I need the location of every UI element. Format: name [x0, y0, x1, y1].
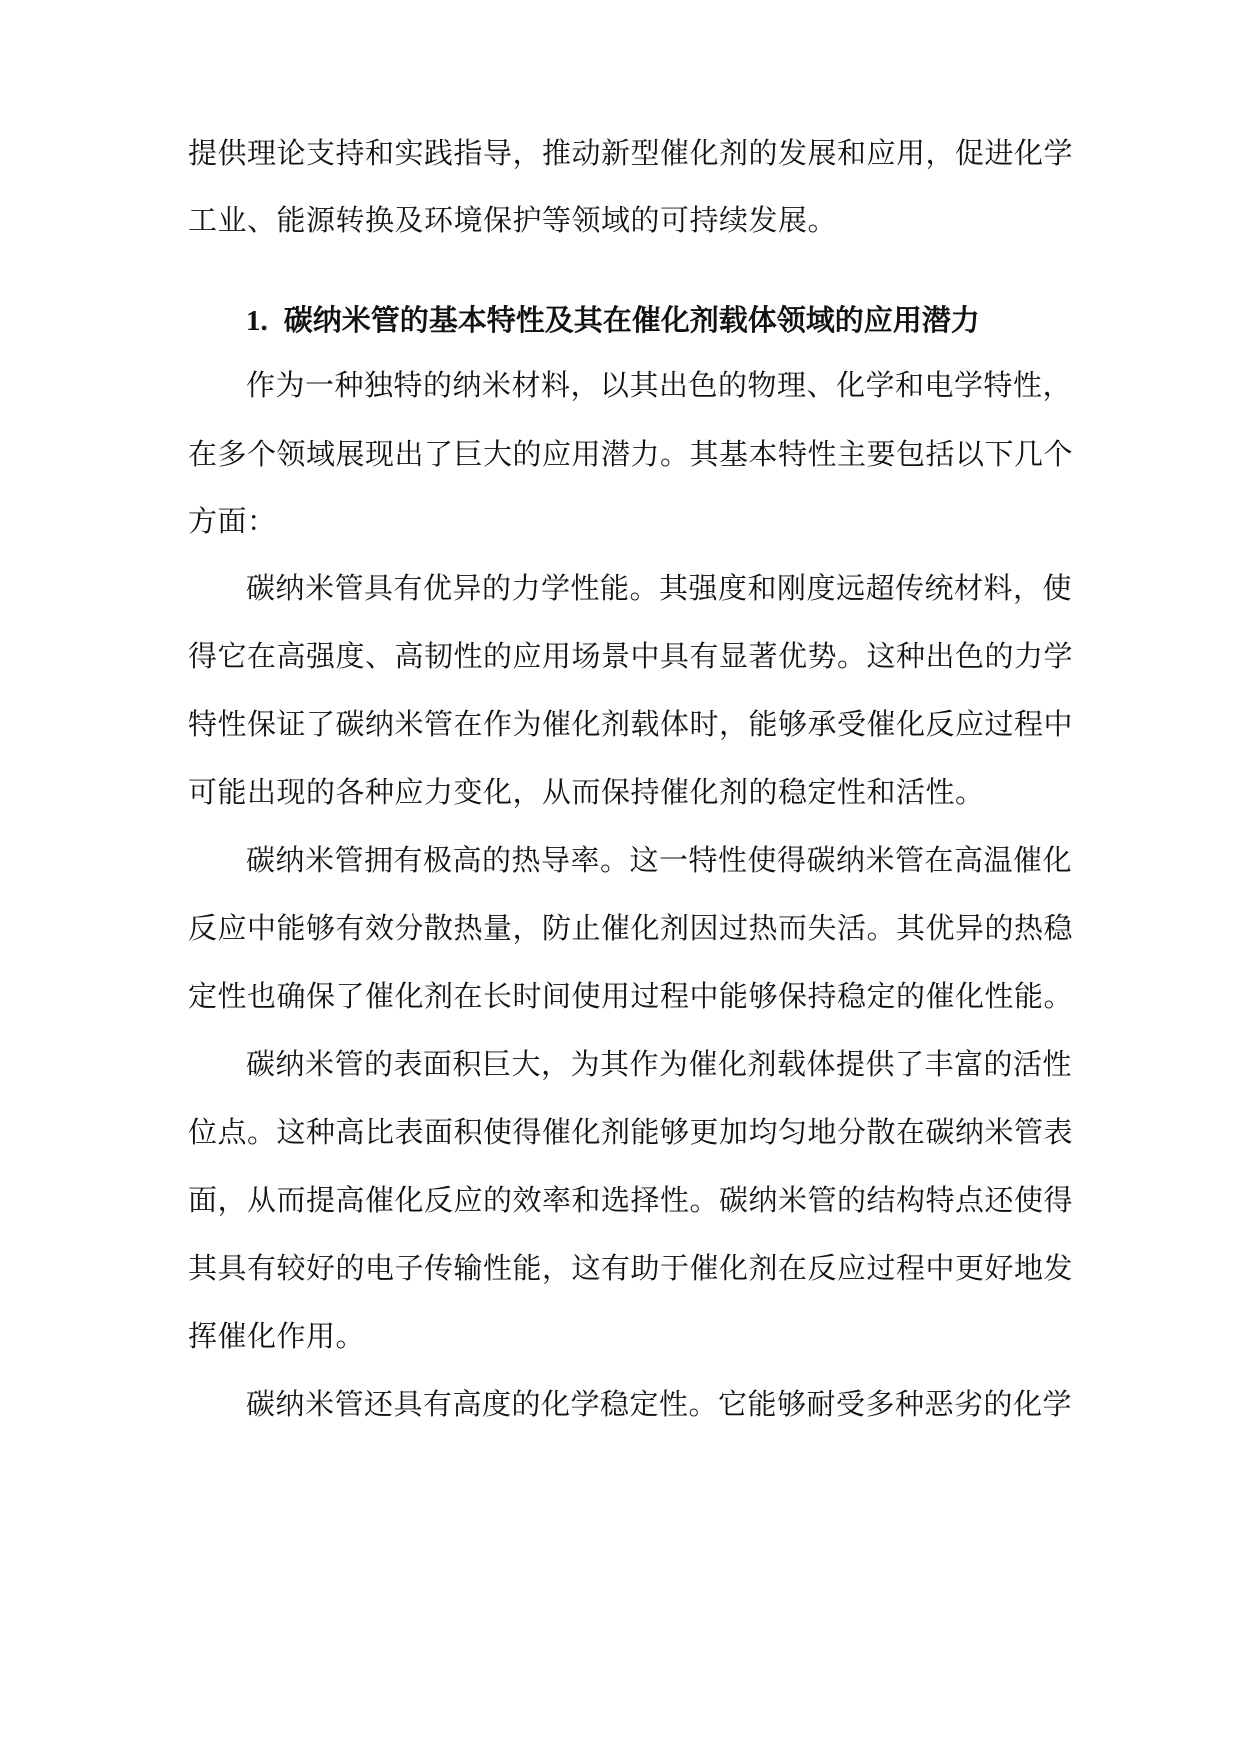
p3-line-1: 碳纳米管拥有极高的热导率。这一特性使得碳纳米管在高温催化 — [246, 843, 1073, 877]
section-number: 1. — [246, 305, 268, 337]
p4-line-4: 其具有较好的电子传输性能，这有助于催化剂在反应过程中更好地发 — [188, 1251, 1074, 1285]
p4-line-1: 碳纳米管的表面积巨大，为其作为催化剂载体提供了丰富的活性 — [246, 1047, 1073, 1081]
p2-line-3: 特性保证了碳纳米管在作为催化剂载体时，能够承受催化反应过程中 — [188, 707, 1074, 741]
p4-line-3: 面，从而提高催化反应的效率和选择性。碳纳米管的结构特点还使得 — [188, 1183, 1074, 1217]
section-heading — [246, 301, 980, 340]
p3-line-3: 定性也确保了催化剂在长时间使用过程中能够保持稳定的催化性能。 — [188, 979, 1074, 1013]
intro-line-1: 提供理论支持和实践指导，推动新型催化剂的发展和应用，促进化学 — [188, 136, 1074, 170]
section-title: 碳纳米管的基本特性及其在催化剂载体领域的应用潜力 — [283, 303, 980, 337]
p2-line-4: 可能出现的各种应力变化，从而保持催化剂的稳定性和活性。 — [188, 775, 985, 809]
p3-line-2: 反应中能够有效分散热量，防止催化剂因过热而失活。其优异的热稳 — [188, 911, 1074, 945]
p1-line-2: 在多个领域展现出了巨大的应用潜力。其基本特性主要包括以下几个 — [188, 437, 1074, 471]
p2-line-2: 得它在高强度、高韧性的应用场景中具有显著优势。这种出色的力学 — [188, 639, 1074, 673]
p1-line-1: 作为一种独特的纳米材料，以其出色的物理、化学和电学特性， — [246, 368, 1073, 402]
intro-line-2: 工业、能源转换及环境保护等领域的可持续发展。 — [188, 203, 838, 237]
p5-line-1: 碳纳米管还具有高度的化学稳定性。它能够耐受多种恶劣的化学 — [246, 1387, 1073, 1421]
p4-line-5: 挥催化作用。 — [188, 1319, 366, 1353]
p4-line-2: 位点。这种高比表面积使得催化剂能够更加均匀地分散在碳纳米管表 — [188, 1115, 1074, 1149]
p1-line-3: 方面： — [188, 504, 277, 538]
p2-line-1: 碳纳米管具有优异的力学性能。其强度和刚度远超传统材料，使 — [246, 571, 1073, 605]
